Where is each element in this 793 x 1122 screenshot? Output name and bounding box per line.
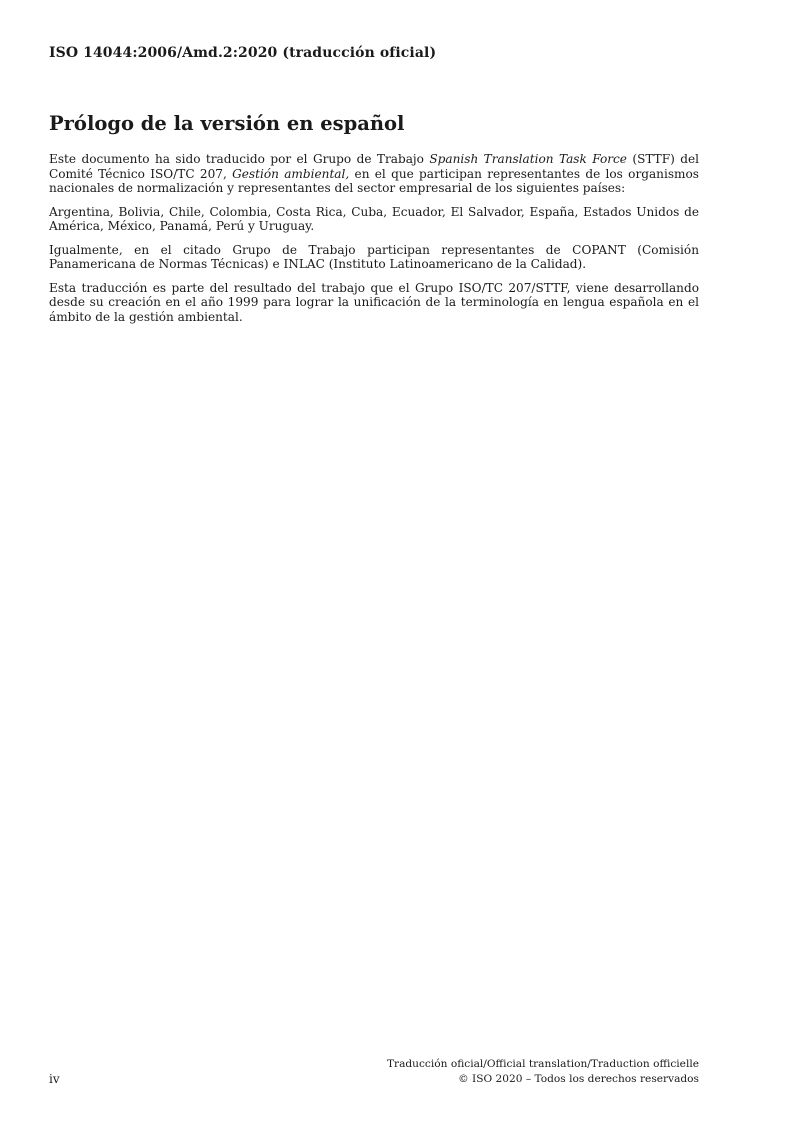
footer-notice [387, 1057, 699, 1087]
section-title: Prólogo de la versión en español [49, 112, 405, 135]
italic-text: Spanish Translation Task Force [429, 152, 627, 166]
italic-text: Gestión ambiental, [232, 166, 350, 181]
paragraph-countries: Argentina, Bolivia, Chile, Colombia, Costa Rica, Cuba, Ecuador, El Salvador, España, Estados Unidos de América, México, Panamá, Perú y Uruguay. [49, 204, 699, 234]
paragraph-text: Este documento ha sido traducido por el Grupo de Trabajo [49, 152, 430, 166]
document-header: ISO 14044:2006/Amd.2:2020 (traducción oficial) [49, 45, 437, 61]
paragraph-copant-inlac: Igualmente, en el citado Grupo de Trabajo participan representantes de COPANT (Comisión Panamericana de Normas Técnicas) e INLAC (Instituto Latinoamericano de la Calidad). [49, 242, 699, 272]
paragraph-text: en el que participan representantes de los organismos nacionales de normalización y representantes del sector empresarial de los siguientes países: [49, 166, 699, 196]
copyright-notice: © ISO 2020 – Todos los derechos reservados [458, 1073, 699, 1085]
paragraph-text: (STTF) del Comité Técnico ISO/TC 207, [49, 152, 699, 181]
paragraph-result: Esta traducción es parte del resultado del trabajo que el Grupo ISO/TC 207/STTF, viene desarrollando desde su creación en el año 1999 para lograr la unificación de la terminología en lengua española en el ámbito de la gestión ambiental. [49, 280, 699, 324]
paragraph-translation-group [49, 152, 699, 196]
page-number: iv [49, 1072, 60, 1086]
body-text [49, 152, 699, 333]
translation-note: Traducción oficial/Official translation/Traduction officielle [386, 1058, 699, 1070]
